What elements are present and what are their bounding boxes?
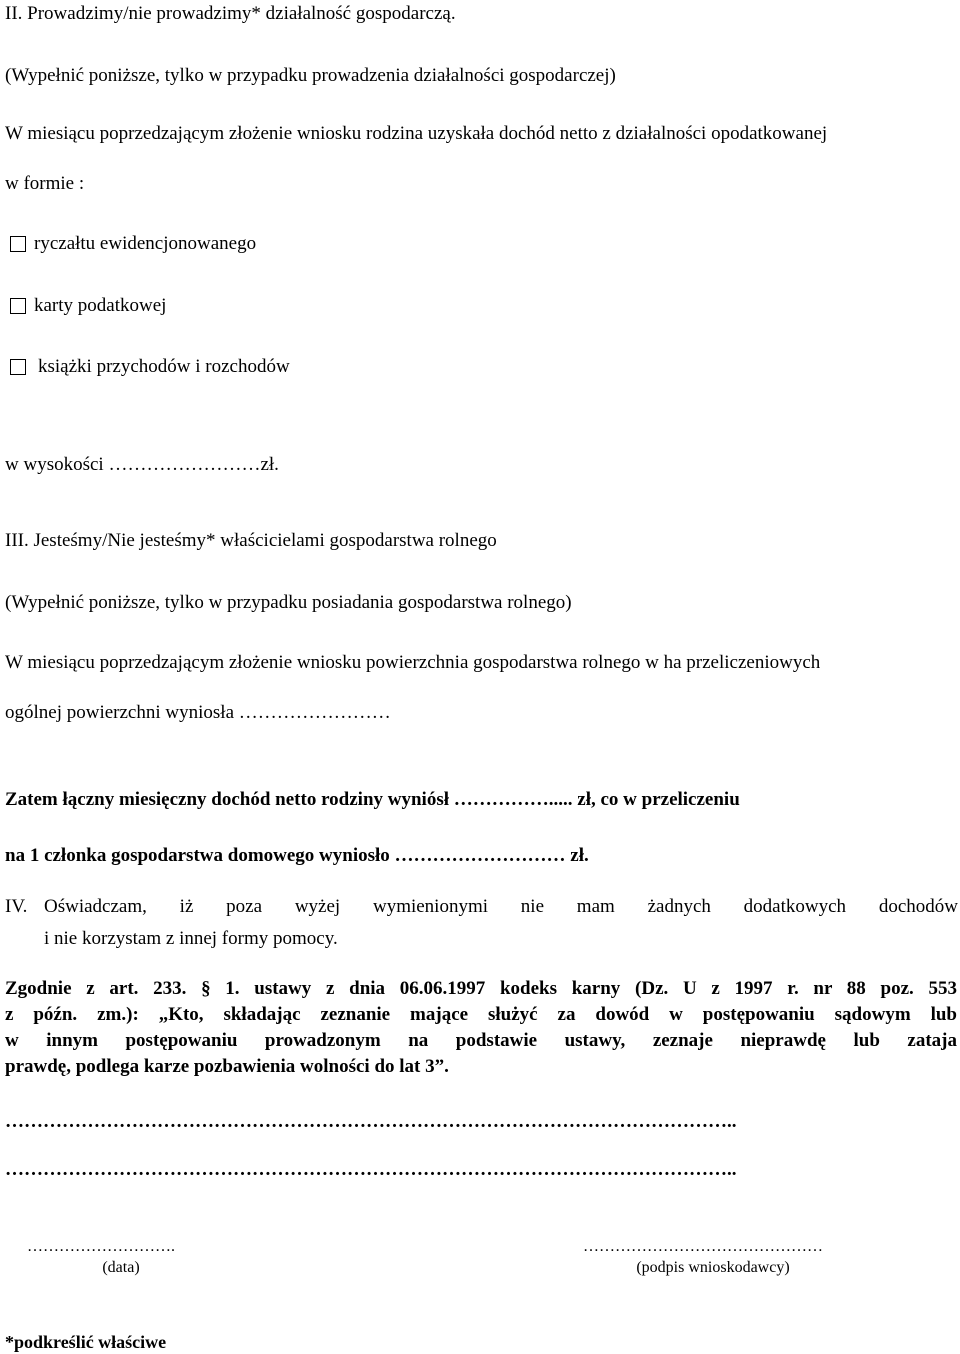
total-income-line-2[interactable]: na 1 członka gospodarstwa domowego wyniosło ……………………… zł. [5,845,589,866]
blank-line-1[interactable]: …………………………………………………………………………………………………….. [5,1111,737,1132]
section-4-number: IV. [5,896,28,917]
footnote: *podkreślić właściwe [5,1332,167,1352]
checkbox[interactable] [10,236,26,252]
legal-line-3: w innym postępowaniu prowadzonym na podstawie ustawy, zeznaje nieprawdę lub zataja [5,1030,957,1051]
section-3-text-line-1: W miesiącu poprzedzającym złożenie wniosku powierzchnia gospodarstwa rolnego w ha przeliczeniowych [5,652,821,673]
section-4-line-2: i nie korzystam z innej formy pomocy. [44,928,338,949]
amount-line[interactable]: w wysokości ……………………zł. [5,454,279,475]
option-ksiazka-przychodow[interactable] [10,355,290,379]
section-2-text-line-2: w formie : [5,173,85,194]
legal-line-1: Zgodnie z art. 233. § 1. ustawy z dnia 06.06.1997 kodeks karny (Dz. U z 1997 r. nr 88 poz. 553 [5,978,957,999]
section-3-heading: III. Jesteśmy/Nie jesteśmy* właścicielami gospodarstwa rolnego [5,530,497,551]
total-income-line-1[interactable]: Zatem łączny miesięczny dochód netto rodziny wyniósł ……………..... zł, co w przeliczeniu [5,789,740,810]
option-label: karty podatkowej [34,295,167,316]
blank-line-2[interactable]: …………………………………………………………………………………………………….. [5,1159,737,1180]
section-2-text-line-1: W miesiącu poprzedzającym złożenie wniosku rodzina uzyskała dochód netto z działalności opodatkowanej [5,123,828,144]
legal-line-4: prawdę, podlega karze pozbawienia wolności do lat 3”. [5,1056,449,1077]
section-4-line-1: Oświadczam, iż poza wyżej wymienionymi nie mam żadnych dodatkowych dochodów [44,896,958,917]
option-label: książki przychodów i rozchodów [38,356,290,377]
signature-label: (podpis wnioskodawcy) [636,1259,790,1276]
date-field[interactable]: ………………………. [27,1238,175,1255]
section-2-heading: II. Prowadzimy/nie prowadzimy* działalność gospodarczą. [5,3,456,24]
section-3-instruction: (Wypełnić poniższe, tylko w przypadku posiadania gospodarstwa rolnego) [5,592,572,613]
checkbox[interactable] [10,298,26,314]
legal-clause [5,976,957,1080]
section-3-text-line-2[interactable]: ogólnej powierzchni wyniosła …………………… [5,702,391,723]
legal-line-2: z późn. zm.): „Kto, składając zeznanie mające służyć za dowód w postępowaniu sądowym lub [5,1004,957,1025]
signature-field[interactable]: ……………………………………… [583,1238,823,1255]
date-label: (data) [102,1259,140,1276]
option-ryczalt[interactable] [10,232,256,256]
checkbox[interactable] [10,359,26,375]
option-karta-podatkowa[interactable] [10,294,166,318]
option-label: ryczałtu ewidencjonowanego [34,233,257,254]
section-2-instruction: (Wypełnić poniższe, tylko w przypadku prowadzenia działalności gospodarczej) [5,65,616,86]
